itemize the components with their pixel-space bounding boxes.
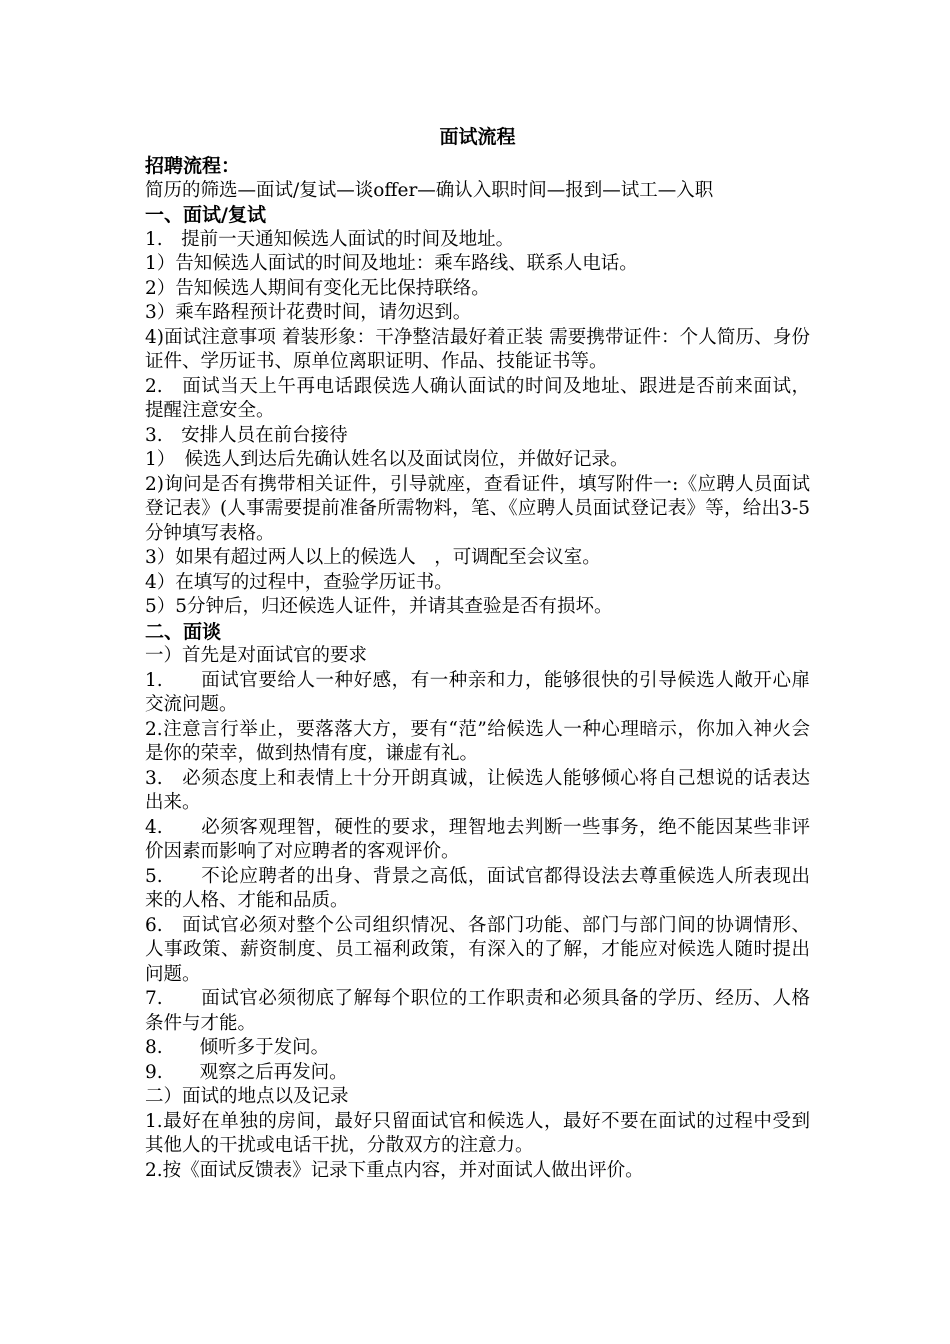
section-2-heading: 二、面谈 [145,620,222,643]
document-title: 面试流程 [439,126,516,148]
paragraph: 3. 安排人员在前台接待 [145,424,348,446]
paragraph: 2)询问是否有携带相关证件，引导就座，查看证件，填写附件一:《应聘人员面试登记表》(人事需要提前准备所需物料，笔、《应聘人员面试登记表》等，给出3-5分钟填写表格。 [145,473,810,544]
paragraph: 9. 观察之后再发问。 [145,1061,348,1083]
recruit-heading: 招聘流程： [145,155,241,177]
paragraph: 4)面试注意事项 着装形象：干净整洁最好着正装 需要携带证件：个人简历、身份证件、学历证书、原单位离职证明、作品、技能证书等。 [145,326,810,372]
paragraph: 1） 候选人到达后先确认姓名以及面试岗位，并做好记录。 [145,449,629,470]
paragraph: 8. 倾听多于发问。 [145,1037,330,1058]
subsection-2-heading: 二）面试的地点以及记录 [145,1086,349,1107]
paragraph: 1）告知候选人面试的时间及地址：乘车路线、联系人电话。 [145,253,638,274]
paragraph: 3. 必须态度上和表情上十分开朗真诚，让候选人能够倾心将自己想说的话表达出来。 [145,767,810,813]
document-page [145,122,810,1183]
paragraph: 1. 提前一天通知候选人面试的时间及地址。 [145,228,515,250]
paragraph: 2. 面试当天上午再电话跟侯选人确认面试的时间及地址、跟进是否前来面试，提醒注意安全。 [145,375,810,421]
paragraph: 4. 必须客观理智，硬性的要求，理智地去判断一些事务，绝不能因某些非评价因素而影响了对应聘者的客观评价。 [145,816,810,862]
section-1-heading: 一、面试/复试 [145,204,266,226]
paragraph: 5）5分钟后，归还候选人证件，并请其查验是否有损坏。 [145,596,613,617]
paragraph: 2.按《面试反馈表》记录下重点内容，并对面试人做出评价。 [145,1159,644,1181]
paragraph: 7. 面试官必须彻底了解每个职位的工作职责和必须具备的学历、经历、人格条件与才能。 [145,988,810,1034]
subsection-1-heading: 一）首先是对面试官的要求 [145,645,368,666]
paragraph: 6. 面试官必须对整个公司组织情况、各部门功能、部门与部门间的协调情形、人事政策、薪资制度、员工福利政策，有深入的了解，才能应对候选人随时提出问题。 [145,914,810,985]
paragraph: 3）如果有超过两人以上的候选人 ，可调配至会议室。 [145,547,601,568]
paragraph: 2）告知候选人期间有变化无比保持联络。 [145,277,490,299]
paragraph: 1.最好在单独的房间，最好只留面试官和候选人，最好不要在面试的过程中受到其他人的干扰或电话干扰，分散双方的注意力。 [145,1110,810,1156]
paragraph: 2.注意言行举止，要落落大方，要有“范”给候选人一种心理暗示，你加入神火会是你的荣幸，做到热情有度，谦虚有礼。 [145,718,810,764]
paragraph: 5. 不论应聘者的出身、背景之高低，面试官都得设法去尊重候选人所表现出来的人格、才能和品质。 [145,865,810,911]
paragraph: 4）在填写的过程中，查验学历证书。 [145,571,453,593]
paragraph: 3）乘车路程预计花费时间，请勿迟到。 [145,302,472,323]
paragraph: 1. 面试官要给人一种好感，有一种亲和力，能够很快的引导候选人敞开心扉交流问题。 [145,669,810,715]
recruit-flow-text: 简历的筛选—面试/复试—谈offer—确认入职时间—报到—试工—入职 [145,179,714,201]
